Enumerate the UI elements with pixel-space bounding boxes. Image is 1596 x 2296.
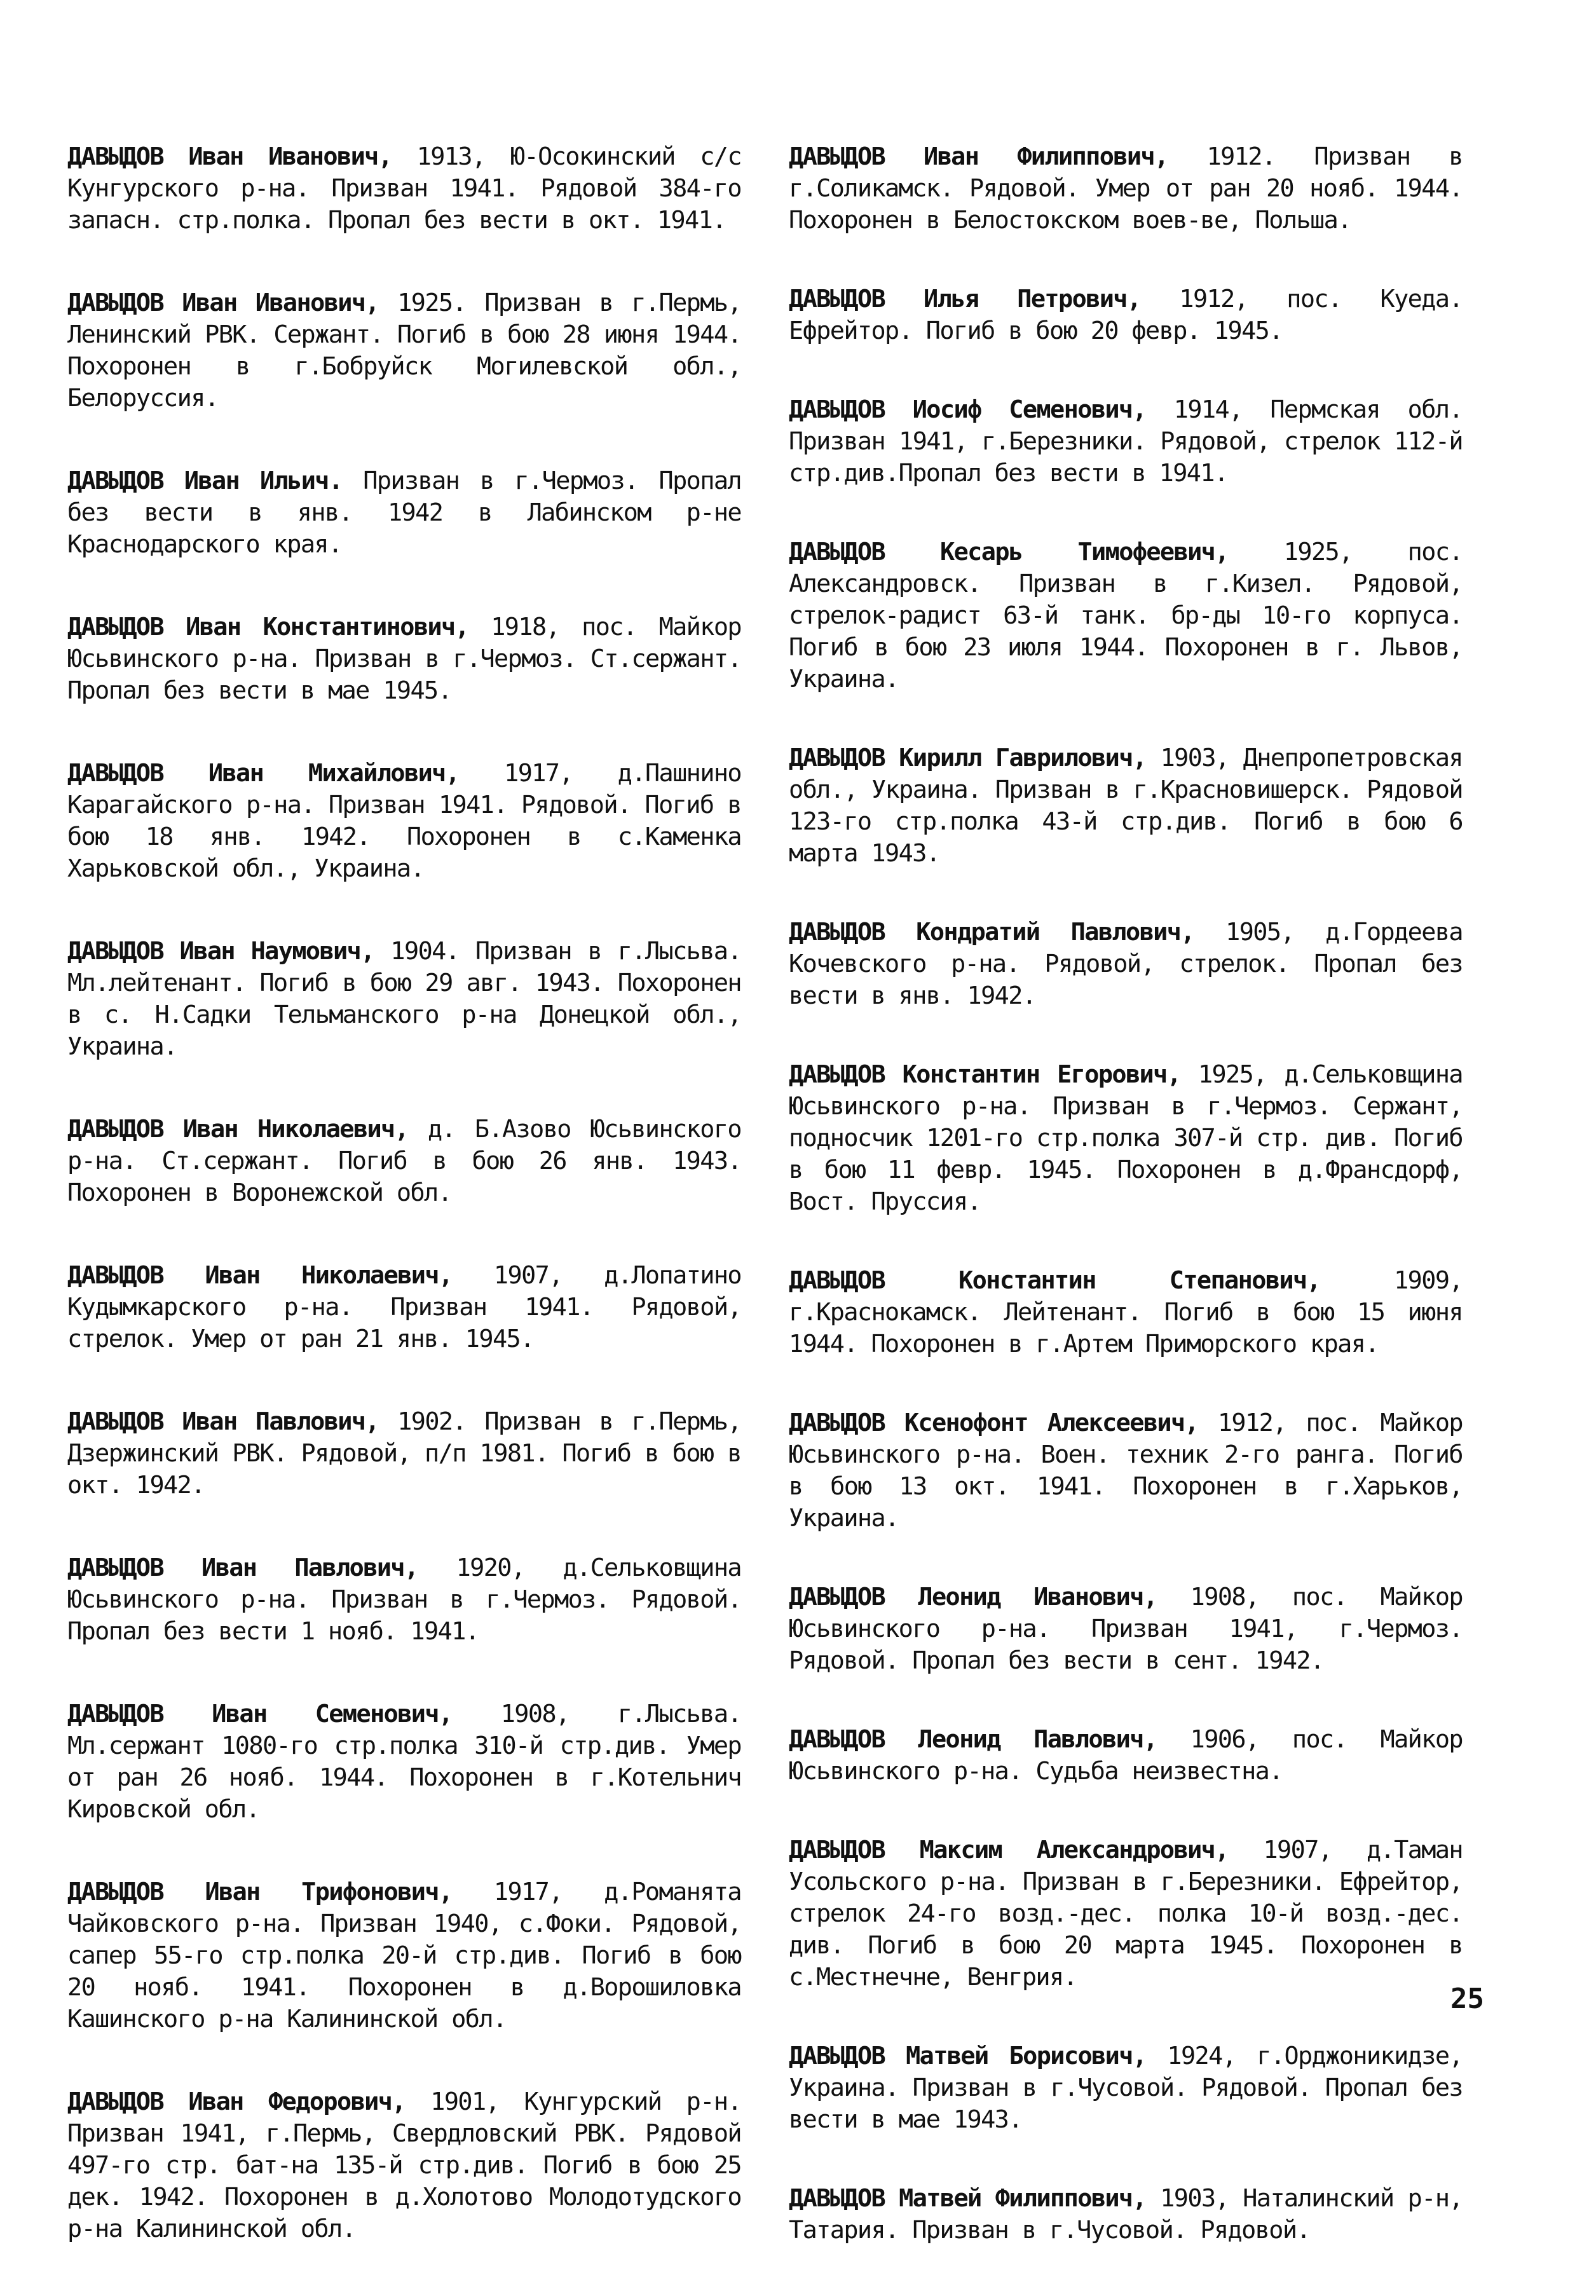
entry-name: ДАВЫДОВ Матвей Борисович, <box>789 2042 1147 2070</box>
entry <box>789 2040 1463 2136</box>
entry-name: ДАВЫДОВ Иван Николаевич, <box>67 1115 409 1144</box>
entry <box>789 1059 1463 1218</box>
entry <box>67 936 741 1063</box>
entry-text: 1901, Кунгурский р-н. Призван 1941, г.Пермь, Свердловский РВК. Рядовой 497-го стр. бат-на 135-й стр.див. Погиб в бою 25 дек. 1942. Похоронен в д.Холотово Молодотудского р-на Калининской обл. <box>67 2088 741 2243</box>
entry <box>67 1260 741 1355</box>
entry-name: ДАВЫДОВ Илья Петрович, <box>789 285 1141 313</box>
entry-name: ДАВЫДОВ Кондратий Павлович, <box>789 918 1194 946</box>
entry-text: 1902. Призван в г.Пермь, Дзержинский РВК. Рядовой, п/п 1981. Погиб в бою в окт. 1942. <box>67 1407 741 1500</box>
entry-text: 1912, пос. Куеда. Ефрейтор. Погиб в бою 20 февр. 1945. <box>789 285 1463 345</box>
entry-text: 1912, пос. Майкор Юсьвинского р-на. Воен. техник 2-го ранга. Погиб в бою 13 окт. 1941. Похоронен в г.Харьков, Украина. <box>789 1409 1463 1533</box>
entry-name: ДАВЫДОВ Матвей Филиппович, <box>789 2184 1147 2213</box>
entry-text: Призван в г.Чермоз. Пропал без вести в янв. 1942 в Лабинском р-не Краснодарского края. <box>67 467 741 559</box>
entry <box>789 1265 1463 1360</box>
entry-name: ДАВЫДОВ Иван Николаевич, <box>67 1261 453 1290</box>
entry <box>789 284 1463 347</box>
entry-name: ДАВЫДОВ Иван Иванович, <box>67 289 379 317</box>
entry-name: ДАВЫДОВ Кирилл Гаврилович, <box>789 744 1147 772</box>
entry-text: 1908, г.Лысьва. Мл.сержант 1080-го стр.полка 310-й стр.див. Умер от ран 26 нояб. 1944. Похоронен в г.Котельнич Кировской обл. <box>67 1700 741 1824</box>
entry <box>789 742 1463 870</box>
entry-text: 1913, Ю-Осокинский с/с Кунгурского р-на. Призван 1941. Рядовой 384-го запасн. стр.полка. Пропал без вести в окт. 1941. <box>67 142 741 235</box>
entry-text: 1909, г.Краснокамск. Лейтенант. Погиб в бою 15 июня 1944. Похоронен в г.Артем Приморского края. <box>789 1266 1463 1358</box>
entry-text: 1917, д.Пашнино Карагайского р-на. Призван 1941. Рядовой. Погиб в бою 18 янв. 1942. Похоронен в с.Каменка Харьковской обл., Украина. <box>67 759 741 883</box>
entry <box>67 758 741 885</box>
entry <box>67 1552 741 1648</box>
entry-text: 1903, Днепропетровская обл., Украина. Призван в г.Красновишерск. Рядовой 123-го стр.полка 43-й стр.див. Погиб в бою 6 марта 1943. <box>789 744 1463 868</box>
left-column <box>67 141 741 2296</box>
entry-text: 1920, д.Сельковщина Юсьвинского р-на. Призван в г.Чермоз. Рядовой. Пропал без вести 1 нояб. 1941. <box>67 1554 741 1646</box>
entry-text: 1925, д.Сельковщина Юсьвинского р-на. Призван в г.Чермоз. Сержант, подносчик 1201-го стр.полка 307-й стр. див. Погиб в бою 11 февр. 1945. Похоронен в д.Франсдорф, Вост. Пруссия. <box>789 1060 1463 1216</box>
entry-text: 1917, д.Романята Чайковского р-на. Призван 1940, с.Фоки. Рядовой, сапер 55-го стр.полка 20-й стр.див. Погиб в бою 20 нояб. 1941. Похоронен в д.Ворошиловка Кашинского р-на Калининской обл. <box>67 1878 741 2033</box>
entry <box>67 1114 741 1209</box>
entry-text: 1908, пос. Майкор Юсьвинского р-на. Призван 1941, г.Чермоз. Рядовой. Пропал без вести в сент. 1942. <box>789 1583 1463 1675</box>
entry <box>67 465 741 561</box>
entry-name: ДАВЫДОВ Иван Наумович, <box>67 937 374 966</box>
entry <box>789 1582 1463 1677</box>
entry <box>789 394 1463 489</box>
entry-text: 1912. Призван в г.Соликамск. Рядовой. Умер от ран 20 нояб. 1944. Похоронен в Белостокском воев-ве, Польша. <box>789 142 1463 235</box>
entry-name: ДАВЫДОВ Леонид Павлович, <box>789 1725 1157 1754</box>
entry <box>789 1724 1463 1787</box>
entry <box>67 287 741 414</box>
entry-name: ДАВЫДОВ Кесарь Тимофеевич, <box>789 538 1229 566</box>
entry-name: ДАВЫДОВ Иван Михайлович, <box>67 759 460 788</box>
entry-text: 1904. Призван в г.Лысьва. Мл.лейтенант. Погиб в бою 29 авг. 1943. Похоронен в с. Н.Садки Тельманского р-на Донецкой обл., Украина. <box>67 937 741 1061</box>
entry-text: 1918, пос. Майкор Юсьвинского р-на. Призван в г.Чермоз. Ст.сержант. Пропал без вести в мае 1945. <box>67 613 741 705</box>
entry-text: 1924, г.Орджоникидзе, Украина. Призван в г.Чусовой. Рядовой. Пропал без вести в мае 1943. <box>789 2042 1463 2134</box>
entry <box>67 141 741 236</box>
entry <box>789 2183 1463 2246</box>
entry-name: ДАВЫДОВ Иван Ильич. <box>67 467 343 495</box>
entry-text: 1907, д.Лопатино Кудымкарского р-на. Призван 1941. Рядовой, стрелок. Умер от ран 21 янв. 1945. <box>67 1261 741 1353</box>
entry <box>789 536 1463 695</box>
entry <box>789 141 1463 236</box>
entry <box>67 612 741 707</box>
entry-name: ДАВЫДОВ Иван Павлович, <box>67 1407 379 1436</box>
entry <box>67 1406 741 1501</box>
entry-name: ДАВЫДОВ Иосиф Семенович, <box>789 395 1147 424</box>
right-column <box>789 141 1463 2293</box>
entry-name: ДАВЫДОВ Иван Павлович, <box>67 1554 418 1582</box>
entry <box>789 917 1463 1012</box>
entry-text: 1925. Призван в г.Пермь, Ленинский РВК. Сержант. Погиб в бою 28 июня 1944. Похоронен в г.Бобруйск Могилевской обл., Белоруссия. <box>67 289 741 413</box>
entry-text: 1906, пос. Майкор Юсьвинского р-на. Судьба неизвестна. <box>789 1725 1463 1786</box>
entry-name: ДАВЫДОВ Иван Федорович, <box>67 2088 406 2116</box>
entry-text: 1907, д.Таман Усольского р-на. Призван в г.Березники. Ефрейтор, стрелок 24-го возд.-дес. полка 10-й возд.-дес. див. Погиб в бою 20 марта 1945. Похоронен в с.Местнечне, Венгрия. <box>789 1836 1463 1992</box>
entry-name: ДАВЫДОВ Иван Семенович, <box>67 1700 453 1728</box>
page-number: 25 <box>1450 1983 1484 2015</box>
entry-text: 1925, пос. Александровск. Призван в г.Кизел. Рядовой, стрелок-радист 63-й танк. бр-ды 10-го корпуса. Погиб в бою 23 июля 1944. Похоронен в г. Львов, Украина. <box>789 538 1463 694</box>
entry-name: ДАВЫДОВ Иван Филиппович, <box>789 142 1168 171</box>
entry-name: ДАВЫДОВ Константин Егорович, <box>789 1060 1181 1089</box>
entry <box>67 1698 741 1826</box>
entry-text: 1905, д.Гордеева Кочевского р-на. Рядовой, стрелок. Пропал без вести в янв. 1942. <box>789 918 1463 1010</box>
entry-name: ДАВЫДОВ Иван Трифонович, <box>67 1878 453 1906</box>
entry-name: ДАВЫДОВ Леонид Иванович, <box>789 1583 1157 1611</box>
entry-name: ДАВЫДОВ Ксенофонт Алексеевич, <box>789 1409 1199 1437</box>
entry <box>67 1876 741 2035</box>
entry-text: 1914, Пермская обл. Призван 1941, г.Березники. Рядовой, стрелок 112-й стр.див.Пропал без вести в 1941. <box>789 395 1463 488</box>
entry-name: ДАВЫДОВ Иван Константинович, <box>67 613 469 641</box>
entry-name: ДАВЫДОВ Максим Александрович, <box>789 1836 1229 1864</box>
entry <box>67 2086 741 2245</box>
entry-text: д. Б.Азово Юсьвинского р-на. Ст.сержант. Погиб в бою 26 янв. 1943. Похоронен в Воронежской обл. <box>67 1115 741 1207</box>
entry <box>789 1835 1463 1993</box>
entry-name: ДАВЫДОВ Иван Иванович, <box>67 142 392 171</box>
entry <box>789 1407 1463 1534</box>
entry-text: 1903, Наталинский р-н, Татария. Призван в г.Чусовой. Рядовой. <box>789 2184 1463 2245</box>
entry-name: ДАВЫДОВ Константин Степанович, <box>789 1266 1321 1295</box>
